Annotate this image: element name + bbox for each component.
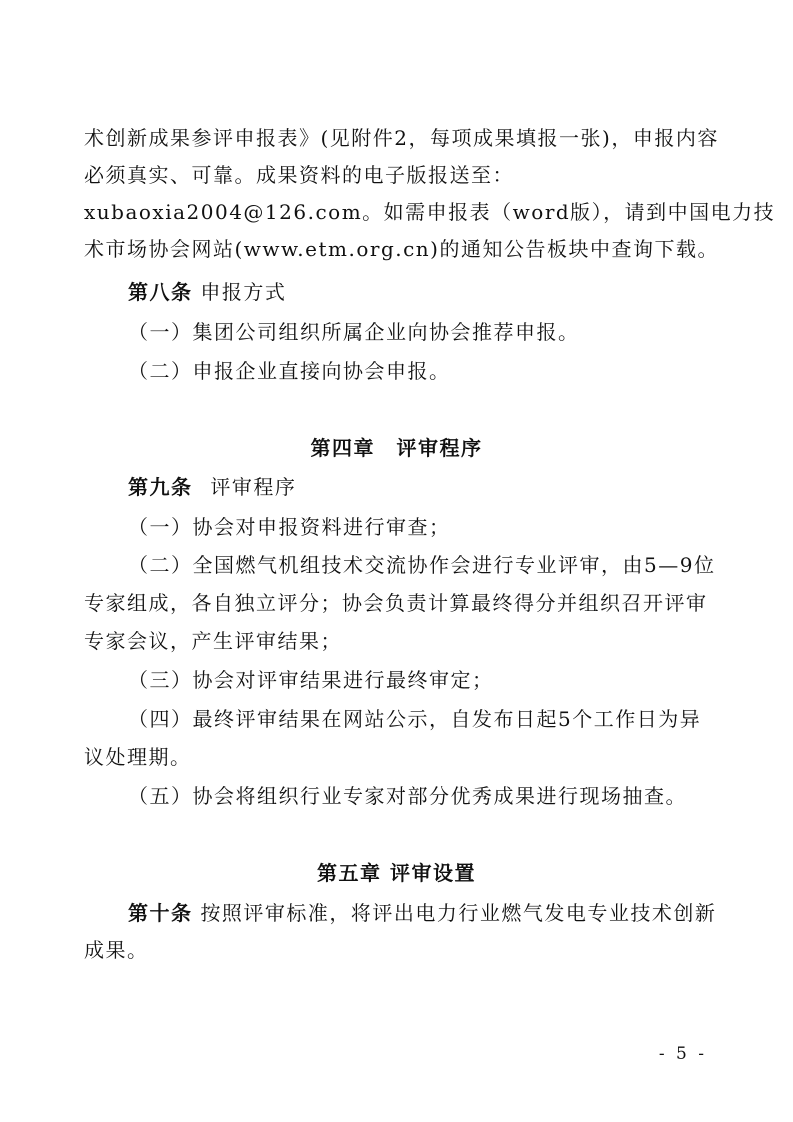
article-9-item-2-line-1: （二）全国燃气机组技术交流协作会进行专业评审，由5—9位: [128, 553, 716, 577]
article-8-title: 申报方式: [200, 280, 287, 304]
continuation-line-1: 术创新成果参评申报表》(见附件2，每项成果填报一张)，申报内容: [84, 126, 719, 150]
article-8: [128, 278, 286, 306]
article-10-text-line-1: 按照评审标准，将评出电力行业燃气发电专业技术创新: [200, 901, 717, 925]
article-9-item-2-line-3: 专家会议，产生评审结果；: [84, 629, 342, 653]
continuation-line-3-email: xubaoxia2004@126.com。如需申报表（word版），请到中国电力技: [84, 200, 776, 224]
article-10: [128, 899, 716, 927]
article-10-label: 第十条: [128, 901, 193, 925]
continuation-line-2: 必须真实、可靠。成果资料的电子版报送至：: [84, 163, 514, 187]
article-9: [128, 473, 296, 501]
article-9-item-5: （五）协会将组织行业专家对部分优秀成果进行现场抽查。: [128, 784, 687, 808]
article-9-item-4-line-2: 议处理期。: [84, 745, 192, 769]
chapter-5-heading: 第五章 评审设置: [317, 861, 476, 885]
chapter-4-heading: 第四章 评审程序: [310, 436, 483, 460]
article-9-label: 第九条: [128, 475, 193, 499]
article-9-title: 评审程序: [210, 475, 297, 499]
article-8-item-2: （二）申报企业直接向协会申报。: [128, 359, 451, 383]
article-10-text-line-2: 成果。: [84, 938, 149, 962]
article-8-item-1: （一）集团公司组织所属企业向协会推荐申报。: [128, 320, 580, 344]
article-8-label: 第八条: [128, 280, 193, 304]
article-9-item-3: （三）协会对评审结果进行最终审定；: [128, 668, 494, 692]
article-9-item-4-line-1: （四）最终评审结果在网站公示，自发布日起5个工作日为异: [128, 707, 702, 731]
article-9-item-2-line-2: 专家组成，各自独立评分；协会负责计算最终得分并组织召开评审: [84, 591, 708, 615]
continuation-line-4-website: 术市场协会网站(www.etm.org.cn)的通知公告板块中查询下载。: [84, 237, 719, 261]
article-9-item-1: （一）协会对申报资料进行审查；: [128, 515, 451, 539]
page-number: - 5 -: [658, 1044, 707, 1064]
